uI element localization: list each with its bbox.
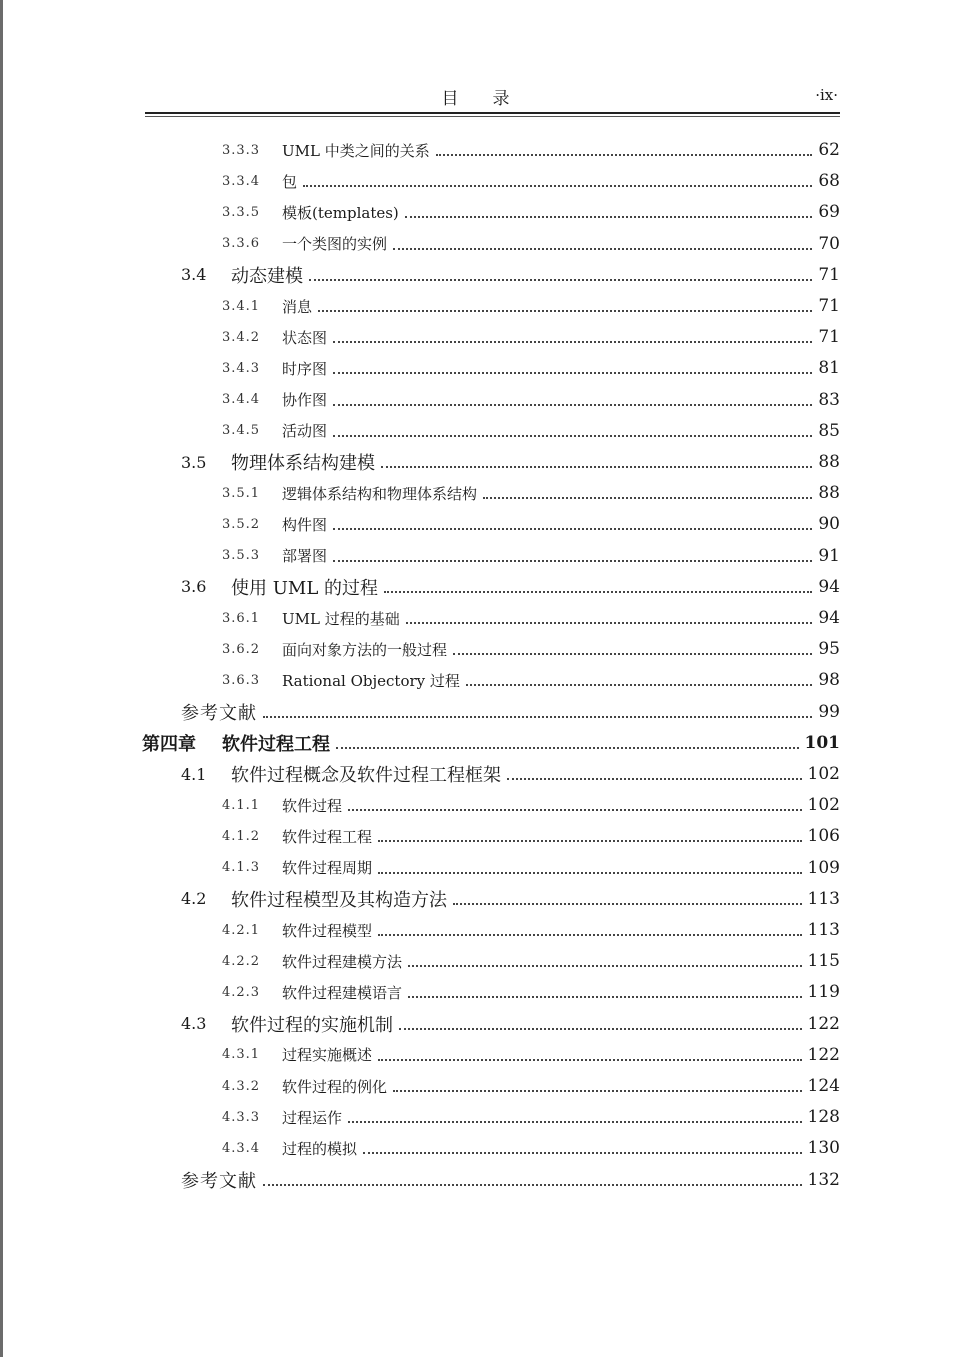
toc-entry-title: 软件过程的实施机制 bbox=[231, 1014, 393, 1036]
dot-leader bbox=[309, 279, 812, 281]
toc-entry-page: 62 bbox=[818, 140, 840, 160]
toc-entry-number: 3.5 bbox=[181, 452, 207, 472]
dot-leader bbox=[393, 1090, 802, 1092]
toc-entry-page: 124 bbox=[807, 1076, 840, 1096]
dot-leader bbox=[483, 497, 812, 499]
toc-entry-page: 68 bbox=[818, 171, 840, 192]
toc-entry-page: 130 bbox=[807, 1138, 840, 1159]
toc-entry-page: 122 bbox=[807, 1044, 840, 1065]
toc-entry-title: 参考文献 bbox=[181, 1170, 257, 1192]
header-title: 目录 bbox=[441, 89, 544, 109]
toc-entry-title: Rational Objectory 过程 bbox=[282, 671, 460, 690]
dot-leader bbox=[333, 435, 812, 437]
toc-entry-title: 物理体系结构建模 bbox=[231, 453, 375, 474]
toc-entry-number: 3.3.5 bbox=[222, 204, 261, 220]
toc-entry bbox=[181, 260, 840, 290]
toc-entry-number: 3.6.2 bbox=[222, 641, 261, 657]
dot-leader bbox=[378, 1059, 802, 1061]
dot-leader bbox=[453, 653, 812, 655]
toc-entry bbox=[181, 572, 840, 602]
toc-entry bbox=[222, 1133, 840, 1163]
running-header bbox=[145, 84, 840, 108]
toc-entry-page: 101 bbox=[804, 732, 840, 753]
toc-entry bbox=[222, 977, 840, 1007]
toc-entry bbox=[181, 884, 840, 914]
toc-entry-page: 83 bbox=[818, 389, 840, 410]
dot-leader bbox=[436, 154, 813, 156]
toc-entry-page: 90 bbox=[818, 514, 840, 535]
toc-entry bbox=[222, 197, 840, 227]
toc-entry-number: 3.4.1 bbox=[222, 298, 261, 314]
toc-entry-title: 软件过程的例化 bbox=[282, 1077, 388, 1096]
toc-entry-title: 软件过程工程 bbox=[222, 733, 330, 755]
toc-entry-number: 4.2.2 bbox=[222, 953, 261, 969]
toc-entry-page: 88 bbox=[818, 483, 840, 504]
header-rule-thin bbox=[145, 116, 840, 117]
toc-entry bbox=[222, 291, 840, 321]
toc-entry-page: 81 bbox=[818, 358, 840, 379]
toc-entry bbox=[222, 166, 840, 196]
dot-leader bbox=[333, 560, 812, 562]
toc-entry-number: 3.6.1 bbox=[222, 610, 261, 626]
header-rule-thick bbox=[145, 112, 840, 114]
toc-entry-page: 102 bbox=[807, 795, 840, 816]
toc-entry-page: 132 bbox=[807, 1169, 840, 1190]
dot-leader bbox=[399, 1028, 802, 1030]
toc-entry-page: 71 bbox=[818, 296, 840, 316]
toc-entry-title: 消息 bbox=[282, 297, 313, 316]
scan-page-edge bbox=[0, 0, 3, 1357]
toc-entry-title: 过程的模拟 bbox=[282, 1139, 358, 1158]
toc-entry-number: 3.3.6 bbox=[222, 236, 261, 252]
dot-leader bbox=[405, 216, 813, 218]
toc-entry bbox=[222, 915, 840, 945]
toc-entry-number: 4.2 bbox=[181, 889, 207, 909]
dot-leader bbox=[318, 310, 812, 312]
toc-entry-page: 85 bbox=[818, 420, 840, 441]
toc-entry-title: 软件过程概念及软件过程工程框架 bbox=[231, 765, 501, 786]
toc-entry-number: 4.1.2 bbox=[222, 828, 261, 844]
toc-entry-page: 95 bbox=[818, 639, 840, 660]
toc-entry bbox=[222, 353, 840, 383]
toc-entry bbox=[222, 853, 840, 883]
toc-entry bbox=[222, 509, 840, 539]
toc-entry-number: 4.2.3 bbox=[222, 984, 261, 1000]
dot-leader bbox=[333, 372, 812, 374]
toc-entry-page: 99 bbox=[818, 701, 840, 722]
dot-leader bbox=[378, 872, 802, 874]
toc-entry-title: 软件过程 bbox=[282, 796, 343, 815]
toc-entry-number: 4.1 bbox=[181, 764, 207, 784]
toc-entry-page: 119 bbox=[807, 982, 840, 1003]
toc-entry-title: 使用 UML 的过程 bbox=[231, 577, 378, 599]
toc-entry-page: 91 bbox=[818, 545, 840, 566]
toc-entry bbox=[222, 416, 840, 446]
dot-leader bbox=[406, 622, 813, 624]
toc-entry-title: 动态建模 bbox=[231, 265, 303, 287]
toc-entry bbox=[222, 229, 840, 259]
toc-entry-number: 3.5.1 bbox=[222, 485, 261, 501]
toc-entry bbox=[222, 634, 840, 664]
toc-entry-page: 71 bbox=[818, 327, 840, 348]
toc-entry-title: 状态图 bbox=[282, 328, 328, 347]
toc-entry bbox=[142, 728, 840, 758]
toc-entry-page: 94 bbox=[818, 576, 840, 597]
toc-entry bbox=[222, 946, 840, 976]
toc-entry-page: 102 bbox=[807, 764, 840, 784]
dot-leader bbox=[453, 903, 802, 905]
toc-entry-number: 3.6 bbox=[181, 577, 207, 597]
dot-leader bbox=[263, 716, 812, 718]
dot-leader bbox=[333, 528, 812, 530]
toc-entry-number: 3.4.5 bbox=[222, 423, 261, 439]
toc-entry-title: 软件过程工程 bbox=[282, 827, 373, 846]
toc-entry-page: 115 bbox=[807, 951, 840, 972]
toc-entry-number: 3.6.3 bbox=[222, 672, 261, 688]
dot-leader bbox=[381, 466, 812, 468]
toc-entry bbox=[222, 821, 840, 851]
toc-entry-page: 109 bbox=[807, 857, 840, 878]
toc-entry bbox=[222, 790, 840, 820]
toc-entry-title: 包 bbox=[282, 172, 298, 191]
toc-entry-title: 软件过程建模语言 bbox=[282, 983, 403, 1002]
toc-entry bbox=[181, 759, 840, 789]
dot-leader bbox=[336, 747, 799, 749]
toc-entry-page: 71 bbox=[818, 264, 840, 285]
toc-entry bbox=[222, 665, 840, 695]
toc-entry-title: 部署图 bbox=[282, 547, 328, 566]
toc-entry-number: 4.2.1 bbox=[222, 922, 261, 938]
toc-entry-number: 4.3.3 bbox=[222, 1109, 261, 1125]
toc-entry-page: 88 bbox=[818, 452, 840, 472]
toc-entry-title: UML 过程的基础 bbox=[282, 609, 400, 628]
dot-leader bbox=[348, 809, 802, 811]
dot-leader bbox=[333, 341, 812, 343]
toc-entry-title: 活动图 bbox=[282, 422, 328, 441]
toc-entry-number: 3.4.2 bbox=[222, 329, 261, 345]
toc-entry-number: 4.3 bbox=[181, 1014, 207, 1034]
dot-leader bbox=[348, 1121, 802, 1123]
toc-entry-page: 69 bbox=[818, 202, 840, 223]
toc-entry bbox=[181, 697, 840, 727]
toc-entry-title: 过程运作 bbox=[282, 1108, 343, 1127]
toc-entry bbox=[222, 541, 840, 571]
toc-entry-page: 122 bbox=[807, 1013, 840, 1034]
toc-entry-page: 113 bbox=[807, 920, 840, 940]
toc-entry bbox=[222, 1102, 840, 1132]
toc-entry-number: 4.3.4 bbox=[222, 1140, 261, 1156]
toc-entry-title: 软件过程建模方法 bbox=[282, 952, 403, 971]
toc-entry-number: 3.3.3 bbox=[222, 142, 261, 158]
toc-entry-page: 106 bbox=[807, 826, 840, 847]
toc-entry bbox=[222, 1071, 840, 1101]
toc-entry-title: 参考文献 bbox=[181, 702, 257, 724]
toc-entry bbox=[181, 1009, 840, 1039]
toc-entry-title: 一个类图的实例 bbox=[282, 235, 388, 254]
toc-entry bbox=[222, 135, 840, 165]
toc-entry-number: 4.1.3 bbox=[222, 860, 261, 876]
toc-entry-page: 113 bbox=[807, 888, 840, 909]
toc-entry-number: 3.4 bbox=[181, 265, 207, 285]
toc-entry-number: 3.4.3 bbox=[222, 360, 261, 376]
header-page-number: ·ix· bbox=[815, 86, 838, 104]
toc-entry bbox=[222, 603, 840, 633]
toc-entry-page: 98 bbox=[818, 670, 840, 691]
toc-entry-title: 面向对象方法的一般过程 bbox=[282, 640, 448, 659]
dot-leader bbox=[378, 934, 802, 936]
toc-entry-number: 3.4.4 bbox=[222, 392, 261, 408]
dot-leader bbox=[408, 965, 802, 967]
toc-entry-title: 软件过程周期 bbox=[282, 859, 373, 878]
toc-entry-number: 3.5.2 bbox=[222, 516, 261, 532]
dot-leader bbox=[384, 591, 812, 593]
dot-leader bbox=[408, 996, 802, 998]
toc-entry-title: 过程实施概述 bbox=[282, 1046, 373, 1065]
toc-entry bbox=[222, 478, 840, 508]
toc-entry-title: 软件过程模型及其构造方法 bbox=[231, 889, 447, 911]
dot-leader bbox=[363, 1152, 802, 1154]
dot-leader bbox=[393, 248, 812, 250]
toc-entry-number: 第四章 bbox=[142, 733, 196, 755]
toc-entry-number: 4.3.1 bbox=[222, 1047, 261, 1063]
toc-entry bbox=[181, 1165, 840, 1195]
toc-entry-page: 94 bbox=[818, 608, 840, 628]
toc-entry-title: 时序图 bbox=[282, 359, 328, 378]
toc-entry-title: 软件过程模型 bbox=[282, 921, 373, 940]
toc-entry-number: 3.3.4 bbox=[222, 173, 261, 189]
toc-entry-title: 逻辑体系结构和物理体系结构 bbox=[282, 484, 478, 503]
dot-leader bbox=[303, 185, 812, 187]
toc-entry-title: 构件图 bbox=[282, 515, 328, 534]
toc-entry bbox=[222, 322, 840, 352]
dot-leader bbox=[263, 1184, 802, 1186]
dot-leader bbox=[466, 684, 812, 686]
toc-entry bbox=[181, 447, 840, 477]
toc-entry-page: 128 bbox=[807, 1107, 840, 1128]
toc-entry-number: 4.1.1 bbox=[222, 797, 261, 813]
toc-entry-title: UML 中类之间的关系 bbox=[282, 141, 430, 160]
dot-leader bbox=[378, 840, 802, 842]
toc-entry-number: 3.5.3 bbox=[222, 548, 261, 564]
toc-entry bbox=[222, 1040, 840, 1070]
toc-entry-page: 70 bbox=[818, 233, 840, 254]
toc-entry bbox=[222, 385, 840, 415]
toc-entry-number: 4.3.2 bbox=[222, 1078, 261, 1094]
toc-entry-title: 协作图 bbox=[282, 391, 328, 410]
dot-leader bbox=[507, 778, 802, 780]
toc-entry-title: 模板(templates) bbox=[282, 203, 399, 222]
dot-leader bbox=[333, 404, 812, 406]
